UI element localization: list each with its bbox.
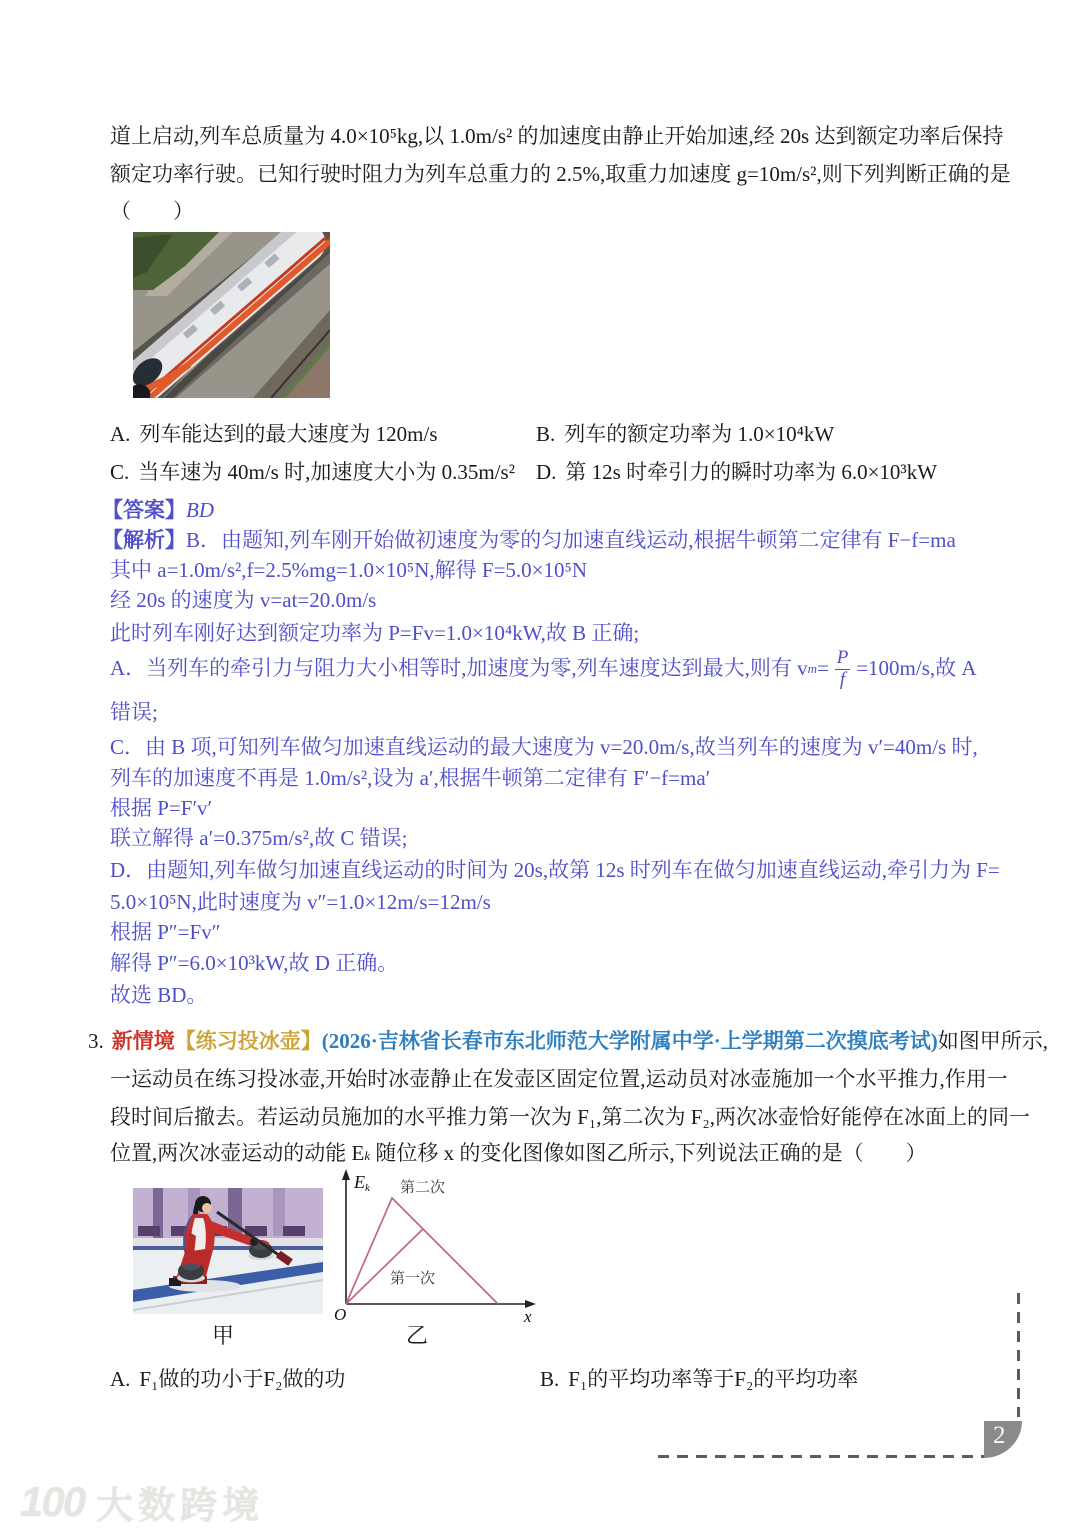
analysis-line: 根据 P″=Fv″: [110, 920, 221, 944]
answer-tag: 【答案】: [102, 498, 186, 522]
q3-heading: [88, 1028, 1048, 1055]
q2-intro-line: （ ）: [110, 199, 194, 223]
q2-intro-line: 道上启动,列车总质量为 4.0×10⁵kg,以 1.0m/s² 的加速度由静止开始加速,经 20s 达到额定功率后保持: [110, 124, 1004, 148]
origin-label: O: [334, 1305, 347, 1324]
analysis-line: 其中 a=1.0m/s²,f=2.5%mg=1.0×10⁵N,解得 F=5.0×10⁵N: [110, 558, 587, 582]
watermark-logo: 100: [20, 1478, 85, 1525]
q3-tag-bracket: 【练习投冰壶】: [174, 1029, 322, 1053]
analysis-tag: 【解析】: [102, 528, 186, 552]
trim-dashed-horizontal: [658, 1455, 985, 1458]
graph-caption: 乙: [406, 1323, 429, 1348]
q2-option-c: C. 当车速为 40m/s 时,加速度大小为 0.35m/s²: [110, 460, 515, 484]
curve-second: [346, 1198, 498, 1304]
analysis-line: 联立解得 a′=0.375m/s²,故 C 错误;: [110, 826, 408, 850]
q3-source: (2026·吉林省长春市东北师范大学附属中学·上学期第二次摸底考试): [321, 1029, 938, 1053]
q2-option-b: B. 列车的额定功率为 1.0×10⁴kW: [536, 422, 835, 446]
q3-line: 段时间后撤去。若运动员施加的水平推力第一次为 F₁,第二次为 F₂,两次冰壶恰好能停在冰面上的同一: [110, 1105, 1030, 1129]
q3-option-a: A. F₁做的功小于F₂做的功: [110, 1367, 346, 1391]
q3-tag-new: 新情境: [111, 1029, 175, 1053]
watermark: [20, 1475, 264, 1528]
answer-value: BD: [186, 498, 214, 522]
analysis-line: 经 20s 的速度为 v=at=20.0m/s: [110, 588, 377, 612]
analysis-line: 此时列车刚好达到额定功率为 P=Fv=1.0×10⁴kW,故 B 正确;: [110, 621, 640, 645]
analysis-fraction-line: A．当列车的牵引力与阻力大小相等时,加速度为零,列车速度达到最大,则有 v m = $\frac{P}{f}$ =100m/s,故 A: [110, 646, 977, 690]
face: [202, 1203, 212, 1213]
analysis-line: 解得 P″=6.0×10³kW,故 D 正确。: [110, 951, 399, 975]
analysis-line: 错误;: [110, 700, 158, 724]
curling-photo: [133, 1188, 323, 1314]
q3-intro: 如图甲所示,: [937, 1029, 1048, 1053]
analysis-line: 【解析】B．由题知,列车刚开始做初速度为零的匀加速直线运动,根据牛顿第二定律有 F−f=ma: [102, 528, 956, 552]
q3-number: 3.: [88, 1029, 104, 1053]
q2-answer: [102, 497, 214, 524]
analysis-line: 列车的加速度不再是 1.0m/s²,设为 a′,根据牛顿第二定律有 F′−f=ma′: [110, 766, 711, 790]
ek-x-graph: [334, 1168, 539, 1326]
page-number-badge: 2: [984, 1421, 1022, 1458]
fraction-p-over-f: $\frac{P}{f}$: [836, 646, 849, 690]
photo-caption: 甲: [212, 1323, 235, 1348]
train-photo: [133, 232, 330, 398]
q3-line: 一运动员在练习投冰壶,开始时冰壶静止在发壶区固定位置,运动员对冰壶施加一个水平推力,作用一: [110, 1067, 1008, 1091]
y-axis-label: Ek: [354, 1172, 370, 1194]
analysis-line: 故选 BD。: [110, 983, 208, 1007]
watermark-brand: 大数跨境: [96, 1485, 265, 1526]
q2-option-a: A. 列车能达到的最大速度为 120m/s: [110, 422, 438, 446]
analysis-line: C．由 B 项,可知列车做匀加速直线运动的最大速度为 v=20.0m/s,故当列车的速度为 v′=40m/s 时,: [110, 735, 978, 759]
curve-first: [346, 1229, 423, 1304]
analysis-line: 5.0×10⁵N,此时速度为 v″=1.0×12m/s=12m/s: [110, 890, 491, 914]
analysis-line: D．由题知,列车做匀加速直线运动的时间为 20s,故第 12s 时列车在做匀加速直线运动,牵引力为 F=: [110, 858, 1000, 882]
q2-option-d: D. 第 12s 时牵引力的瞬时功率为 6.0×10³kW: [536, 460, 938, 484]
q2-intro-line: 额定功率行驶。已知行驶时阻力为列车总重力的 2.5%,取重力加速度 g=10m/s²,则下列判断正确的是: [110, 162, 1011, 186]
q3-option-b: B. F₁的平均功率等于F₂的平均功率: [540, 1367, 859, 1391]
analysis-line: 根据 P=F′v′: [110, 796, 213, 820]
q3-line: 位置,两次冰壶运动的动能 Ek 随位移 x 的变化图像如图乙所示,下列说法正确的是（ ）: [110, 1141, 927, 1165]
y-axis-arrow: [342, 1169, 350, 1180]
curve-second-label: 第二次: [400, 1180, 446, 1196]
trim-dashed-vertical: [1017, 1293, 1020, 1417]
x-axis-title: x: [524, 1307, 532, 1326]
curve-first-label: 第一次: [390, 1271, 436, 1287]
